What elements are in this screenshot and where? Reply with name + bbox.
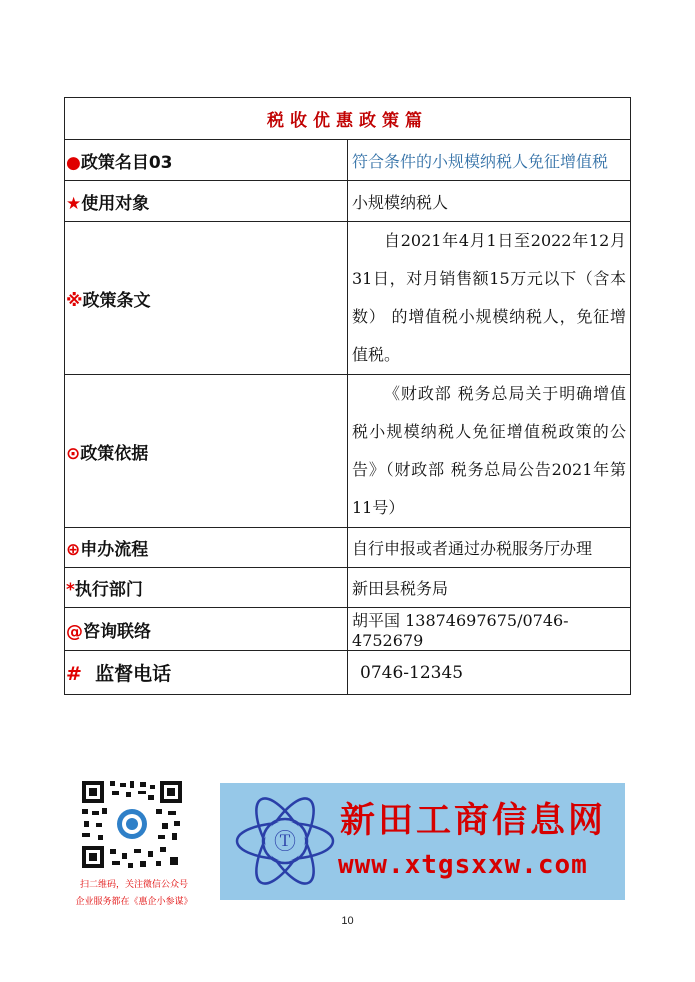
hash-icon: #: [66, 663, 82, 685]
qr-caption-line-2: 企业服务都在《惠企小参谋》: [75, 897, 193, 907]
reference-mark-icon: ※: [66, 290, 83, 311]
banner-title: 新田工商信息网: [340, 800, 607, 841]
label-policy-text: ※政策条文: [65, 222, 348, 375]
row-policy-name: [65, 140, 631, 181]
row-policy-text: [65, 222, 631, 375]
atom-logo-icon: [230, 786, 340, 896]
label-policy-basis: ⊙政策依据: [65, 375, 348, 528]
bullet-icon: ●: [66, 152, 81, 173]
circled-dot-icon: ⊙: [66, 443, 81, 464]
label-supervision: # 监督电话: [65, 651, 348, 695]
row-contact: [65, 608, 631, 651]
logo-glyph: Ⓣ: [273, 830, 297, 855]
label-target: ★使用对象: [65, 181, 348, 222]
value-target: 小规模纳税人: [348, 181, 631, 222]
label-process: ⊕申办流程: [65, 528, 348, 568]
label-policy-name: ●政策名目03: [65, 140, 348, 181]
banner-url[interactable]: www.xtgsxxw.com: [338, 850, 588, 880]
row-department: [65, 568, 631, 608]
asterisk-icon: *: [66, 580, 75, 600]
label-department: *执行部门: [65, 568, 348, 608]
page-number: 10: [341, 915, 354, 927]
value-department: 新田县税务局: [348, 568, 631, 608]
qr-caption-line-1: 扫二维码，关注微信公众号: [79, 880, 188, 890]
row-supervision: [65, 651, 631, 695]
row-target: [65, 181, 631, 222]
website-banner[interactable]: [220, 783, 625, 900]
qr-code-icon[interactable]: [78, 777, 186, 872]
table-title: 税收优惠政策篇: [65, 98, 631, 140]
policy-table: [64, 97, 631, 695]
at-sign-icon: @: [66, 621, 83, 642]
value-policy-basis: 《财政部 税务总局关于明确增值税小规模纳税人免征增值税政策的公告》（财政部 税务总局公告2021年第11号）: [348, 375, 631, 528]
star-icon: ★: [66, 193, 82, 214]
value-supervision: 0746-12345: [348, 651, 631, 695]
value-policy-text: 自2021年4月1日至2022年12月31日，对月销售额15万元以下（含本数） 的增值税小规模纳税人，免征增值税。: [348, 222, 631, 375]
row-policy-basis: [65, 375, 631, 528]
value-process: 自行申报或者通过办税服务厅办理: [348, 528, 631, 568]
label-contact: @咨询联络: [65, 608, 348, 651]
value-policy-name: 符合条件的小规模纳税人免征增值税: [348, 140, 631, 181]
row-process: [65, 528, 631, 568]
circled-plus-icon: ⊕: [66, 540, 81, 560]
qr-caption: [64, 877, 204, 911]
value-contact: 胡平国 13874697675/0746-4752679: [348, 608, 631, 651]
